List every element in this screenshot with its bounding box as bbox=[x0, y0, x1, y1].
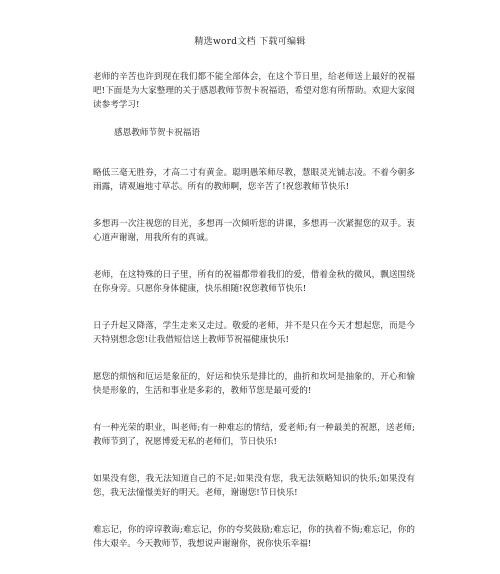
blessing-paragraph: 略低三毫无胜券，才高二寸有黄金。聪明愚笨师尽教，慧眼灵光铺志凌。不着今朝多雨露，请观遍地寸草芯。所有的教师啊，您辛苦了!祝您教师节快乐! bbox=[93, 168, 415, 192]
document-body bbox=[93, 70, 415, 574]
blessing-paragraph: 愿您的烦恼和厄运是象征的，好运和快乐是排比的，曲折和坎坷是抽象的，开心和愉快是形象的，生活和事业是多彩的，教师节您是最可爱的! bbox=[93, 372, 415, 396]
blessing-paragraph: 有一种光荣的职业，叫老师;有一种难忘的情结，爱老师;有一种最美的祝愿，送老师;教师节到了，祝愿博爱无私的老师们，节日快乐! bbox=[93, 423, 415, 447]
blessing-paragraph: 难忘记，你的谆谆教诲;难忘记，你的夸奖鼓励;难忘记，你的执着不悔;难忘记，你的伟大艰辛。今天教师节，我想说声谢谢你，祝你快乐幸福! bbox=[93, 525, 415, 549]
blessing-paragraph: 日子升起又降落，学生走来又走过。敬爱的老师，并不是只在今天才想起您，而是今天特别想念您!让我借短信送上教师节祝福健康快乐! bbox=[93, 321, 415, 345]
section-title: 感恩教师节贺卡祝福语 bbox=[114, 128, 200, 138]
blessing-paragraph: 多想再一次注视您的目光，多想再一次倾听您的讲课，多想再一次紧握您的双手。衷心道声谢谢，用我所有的真诚。 bbox=[93, 219, 415, 243]
blessing-paragraph: 如果没有您，我无法知道自己的不足;如果没有您，我无法领略知识的快乐;如果没有您，我无法憧憬美好的明天。老师，谢谢您!节日快乐! bbox=[93, 474, 415, 498]
page-header: 精选word文档 下载可编辑 bbox=[194, 37, 306, 47]
intro-paragraph: 老师的辛苦也许到现在我们都不能全部体会，在这个节日里，给老师送上最好的祝福吧!下面是为大家整理的关于感恩教师节贺卡祝福语，希望对您有所帮助。欢迎大家阅读参考学习! bbox=[93, 72, 415, 110]
blessing-paragraph: 老师，在这特殊的日子里，所有的祝福都带着我们的爱，借着金秋的微风，飘送围绕在你身旁。只愿你身体健康，快乐相随!祝您教师节快乐! bbox=[93, 270, 415, 294]
